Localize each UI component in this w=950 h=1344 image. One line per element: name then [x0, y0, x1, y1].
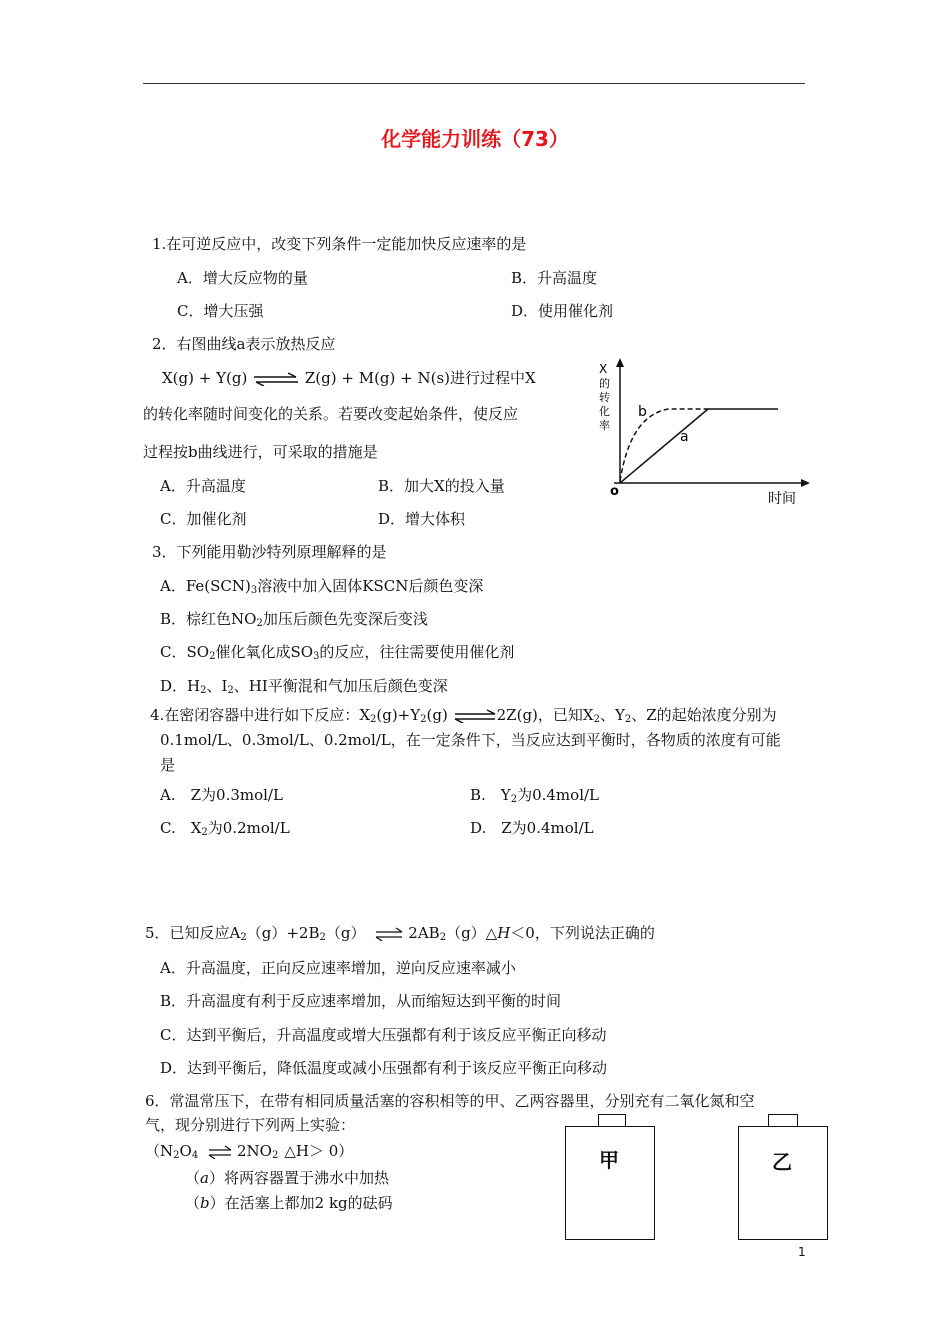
q2-eq-right: Z(g) + M(g) + N(s)进行过程中X	[304, 369, 536, 387]
q3-b-sub: 2	[256, 618, 263, 629]
q4-line2: 0.1mol/L、0.3mol/L、0.2mol/L，在一定条件下，当反应达到平衡时，各物质的浓度有可能	[160, 731, 781, 749]
q3-b-text2: 加压后颜色先变深后变浅	[262, 610, 428, 628]
q4-text2: (g)+Y	[376, 706, 421, 724]
q3-c-text: C．SO	[160, 643, 210, 661]
q3-option-a	[160, 575, 483, 602]
q6-line2: 气，现分别进行下列两上实验：	[145, 1116, 356, 1134]
q4-stem	[150, 704, 777, 731]
q3-option-b	[160, 608, 428, 635]
page-title: 化学能力训练（73）	[381, 127, 569, 151]
q1-option-c: C．增大压强	[177, 302, 264, 320]
q5-option-d: D．达到平衡后，降低温度或减小压强都有利于该反应平衡正向移动	[160, 1059, 608, 1077]
q4-text6: 、Z的起始浓度分别为	[631, 706, 777, 724]
equilibrium-arrow-icon	[252, 372, 300, 386]
q5-text3: （g）	[325, 924, 366, 942]
q3-d-sub1: 2	[200, 685, 207, 696]
q6-a-label: a	[200, 1169, 209, 1187]
q4-line3: 是	[160, 756, 176, 774]
q5-enthalpy-symbol: H	[497, 924, 511, 942]
container-yi-label: 乙	[772, 1150, 792, 1174]
q3-option-c	[160, 641, 514, 668]
equilibrium-arrow-icon	[207, 1145, 233, 1159]
q3-d-text: D．H	[160, 677, 201, 695]
q6-b-label: b	[200, 1194, 210, 1212]
q5-text1: 5．已知反应A	[145, 924, 241, 942]
q3-b-text: B．棕红色NO	[160, 610, 257, 628]
conversion-time-graph	[590, 355, 820, 515]
q5-option-c: C．达到平衡后，升高温度或增大压强都有利于该反应平衡正向移动	[160, 1026, 607, 1044]
q3-c-text2: 的反应，往往需要使用催化剂	[319, 643, 515, 661]
q4-c-sub: 2	[201, 827, 208, 838]
q1-option-d: D．使用催化剂	[511, 302, 614, 320]
q3-a-sub: 3	[250, 585, 258, 596]
q6-step-b: （b）在活塞上都加2 kg的砝码	[185, 1194, 393, 1212]
q4-c-text: C. X	[160, 819, 202, 837]
q4-option-c	[160, 817, 290, 844]
q6-line1: 6．常温常压下，在带有相同质量活塞的容积相等的甲、乙两容器里，分别充有二氧化氮和空	[145, 1092, 755, 1110]
q5-sub1: 2	[240, 932, 247, 943]
q6-b-text: 在活塞上都加2 kg的砝码	[224, 1194, 393, 1212]
q3-c-sub2: 3	[313, 651, 320, 662]
equilibrium-arrow-icon	[374, 927, 404, 941]
q4-c-text2: 为0.2mol/L	[207, 819, 290, 837]
x-axis-arrow-icon	[801, 479, 810, 487]
q4-b-text2: 为0.4mol/L	[517, 786, 599, 804]
y-label-2: 转	[599, 391, 610, 404]
y-axis-arrow-icon	[616, 358, 624, 367]
q2-option-c: C．加催化剂	[160, 510, 247, 528]
q6-eq-text2: O	[179, 1142, 192, 1160]
q1-option-a: A．增大反应物的量	[177, 269, 308, 287]
q5-text6: ＜0，下列说法正确的	[510, 924, 655, 942]
q3-a-text: A．Fe(SCN)	[160, 577, 251, 595]
q5-stem	[145, 922, 655, 949]
q6-eq-text1: （N	[145, 1142, 174, 1160]
q2-line2: 的转化率随时间变化的关系。若要改变起始条件，使反应	[143, 405, 519, 423]
q6-step-a: （a）将两容器置于沸水中加热	[185, 1169, 389, 1187]
q3-c-sub1: 2	[209, 651, 216, 662]
q4-text1: 4.在密闭容器中进行如下反应：X	[150, 706, 370, 724]
q3-d-text2: 、HI平衡混和气加压后颜色变深	[233, 677, 448, 695]
q4-option-b	[470, 784, 599, 811]
container-yi-body	[738, 1126, 828, 1240]
q3-d-mid: 、I	[206, 677, 228, 695]
q3-option-d	[160, 675, 448, 702]
q5-text4: 2AB	[408, 924, 440, 942]
q2-eq-left: X(g) + Y(g)	[162, 369, 248, 387]
q5-sub4: 2	[439, 932, 447, 943]
q2-line3: 过程按b曲线进行，可采取的措施是	[143, 443, 378, 461]
q6-eq-sub1: 2	[173, 1150, 180, 1161]
q5-text2: （g）+2B	[246, 924, 320, 942]
q4-sub4: 2	[593, 714, 600, 725]
curve-a-label: a	[680, 429, 689, 445]
q4-b-sub: 2	[510, 794, 518, 805]
q6-eq-text4: △H＞ 0）	[284, 1142, 354, 1160]
q2-option-d: D．增大体积	[378, 510, 466, 528]
y-label-x: X	[599, 362, 608, 376]
q4-sub1: 2	[370, 714, 377, 725]
header-rule	[143, 83, 805, 84]
q4-text3: (g)	[426, 706, 448, 724]
q1-option-b: B．升高温度	[511, 269, 598, 287]
q5-option-a: A．升高温度，正向反应速率增加，逆向反应速率减小	[160, 959, 516, 977]
q2-option-b: B．加大X的投入量	[378, 477, 505, 495]
curve-b-label: b	[638, 404, 647, 420]
page-number: 1	[798, 1245, 806, 1259]
q1-stem: 1.在可逆反应中，改变下列条件一定能加快反应速率的是	[152, 235, 527, 253]
q3-a-text2: 溶液中加入固体KSCN后颜色变深	[257, 577, 484, 595]
q4-sub5: 2	[624, 714, 632, 725]
q5-sub2: 2	[319, 932, 326, 943]
curve-a	[620, 409, 708, 483]
container-jia-label: 甲	[599, 1148, 619, 1172]
q2-stem: 2．右图曲线a表示放热反应	[152, 335, 336, 353]
y-label-1: 的	[599, 377, 610, 390]
q3-stem: 3．下列能用勒沙特列原理解释的是	[152, 543, 387, 561]
q6-eq-sub2: 4	[191, 1150, 199, 1161]
q6-eq-sub3: 2	[271, 1150, 279, 1161]
q4-option-a: A. Z为0.3mol/L	[160, 786, 283, 804]
equilibrium-arrow-icon	[453, 709, 497, 723]
q6-equation	[145, 1140, 353, 1167]
x-label: 时间	[768, 491, 796, 507]
q4-text5: 、Y	[599, 706, 625, 724]
q4-option-d: D. Z为0.4mol/L	[470, 819, 594, 837]
q4-text4: 2Z(g)，已知X	[496, 706, 594, 724]
q2-equation	[162, 367, 536, 389]
y-label-4: 率	[599, 419, 610, 432]
origin-label: o	[610, 484, 619, 499]
q2-option-a: A．升高温度	[160, 477, 246, 495]
q6-eq-text3: 2NO	[236, 1142, 272, 1160]
q6-a-text: 将两容器置于沸水中加热	[223, 1169, 389, 1187]
q5-option-b: B．升高温度有利于反应速率增加，从而缩短达到平衡的时间	[160, 992, 562, 1010]
q5-text5: （g）△	[446, 924, 498, 942]
y-label-3: 化	[599, 405, 610, 418]
q4-sub2: 2	[420, 714, 427, 725]
q3-d-sub2: 2	[227, 685, 234, 696]
q4-b-text: B. Y	[470, 786, 511, 804]
q3-c-mid: 催化氧化成SO	[215, 643, 314, 661]
